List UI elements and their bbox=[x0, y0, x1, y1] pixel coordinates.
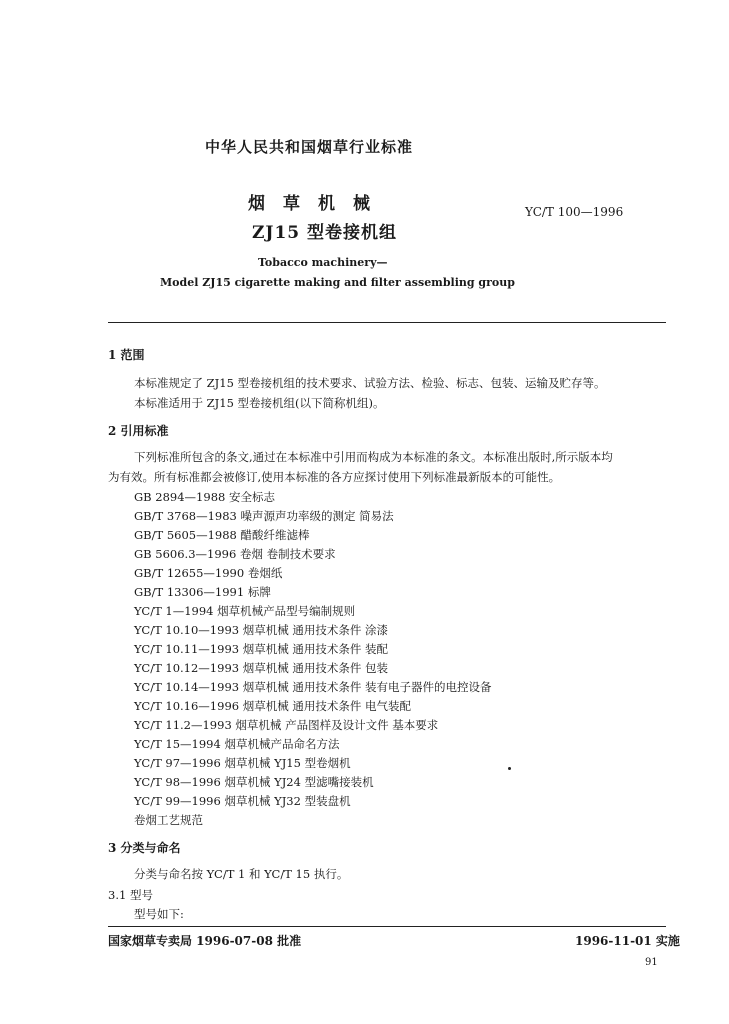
section-3-1-paragraph-1: 型号如下: bbox=[134, 907, 184, 921]
footer-divider bbox=[108, 926, 666, 927]
section-2-heading: 2 引用标准 bbox=[108, 424, 169, 438]
section-1-paragraph-1: 本标准规定了 ZJ15 型卷接机组的技术要求、试验方法、检验、标志、包装、运输及贮存等。 bbox=[134, 376, 606, 390]
section-2-paragraph-line-2: 为有效。所有标准都会被修订,使用本标准的各方应探讨使用下列标准最新版本的可能性。 bbox=[108, 470, 561, 484]
reference-item: YC/T 10.10—1993 烟草机械 通用技术条件 涂漆 bbox=[134, 623, 389, 637]
reference-item: YC/T 10.16—1996 烟草机械 通用技术条件 电气装配 bbox=[134, 699, 412, 713]
reference-item: YC/T 11.2—1993 烟草机械 产品图样及设计文件 基本要求 bbox=[134, 718, 439, 732]
reference-item: YC/T 97—1996 烟草机械 YJ15 型卷烟机 bbox=[134, 756, 351, 770]
standard-code: YC/T 100—1996 bbox=[525, 205, 624, 219]
reference-item: YC/T 98—1996 烟草机械 YJ24 型滤嘴接装机 bbox=[134, 775, 374, 789]
reference-item: GB/T 3768—1983 噪声源声功率级的测定 简易法 bbox=[134, 509, 394, 523]
title-chinese-line-1: 烟草机械 bbox=[248, 194, 388, 214]
title-english-line-1: Tobacco machinery— bbox=[258, 256, 388, 269]
approval-date: 国家烟草专卖局 1996-07-08 批准 bbox=[108, 934, 302, 948]
section-1-paragraph-2: 本标准适用于 ZJ15 型卷接机组(以下简称机组)。 bbox=[134, 396, 385, 410]
reference-item: GB 5606.3—1996 卷烟 卷制技术要求 bbox=[134, 547, 336, 561]
header-divider bbox=[108, 322, 666, 323]
reference-item: YC/T 10.11—1993 烟草机械 通用技术条件 装配 bbox=[134, 642, 389, 656]
reference-item: YC/T 10.12—1993 烟草机械 通用技术条件 包装 bbox=[134, 661, 389, 675]
section-3-paragraph-1: 分类与命名按 YC/T 1 和 YC/T 15 执行。 bbox=[134, 867, 349, 881]
title-chinese-line-2: ZJ15 型卷接机组 bbox=[252, 223, 398, 243]
reference-item: YC/T 15—1994 烟草机械产品命名方法 bbox=[134, 737, 340, 751]
scan-speck bbox=[508, 767, 511, 770]
issuing-organization: 中华人民共和国烟草行业标准 bbox=[205, 138, 414, 156]
page-number: 91 bbox=[645, 957, 658, 968]
reference-item: YC/T 10.14—1993 烟草机械 通用技术条件 装有电子器件的电控设备 bbox=[134, 680, 492, 694]
section-3-heading: 3 分类与命名 bbox=[108, 841, 181, 855]
section-3-1-heading: 3.1 型号 bbox=[108, 888, 153, 902]
reference-item: GB/T 5605—1988 醋酸纤维滤棒 bbox=[134, 528, 310, 542]
reference-item: YC/T 1—1994 烟草机械产品型号编制规则 bbox=[134, 604, 356, 618]
reference-item: GB 2894—1988 安全标志 bbox=[134, 490, 275, 504]
section-1-heading: 1 范围 bbox=[108, 348, 145, 362]
reference-item: GB/T 12655—1990 卷烟纸 bbox=[134, 566, 283, 580]
title-english-line-2: Model ZJ15 cigarette making and filter assembling group bbox=[160, 276, 515, 289]
reference-item: GB/T 13306—1991 标牌 bbox=[134, 585, 271, 599]
section-2-paragraph-line-1: 下列标准所包含的条文,通过在本标准中引用而构成为本标准的条文。本标准出版时,所示版本均 bbox=[134, 450, 613, 464]
reference-item: 卷烟工艺规范 bbox=[134, 813, 203, 827]
reference-item: YC/T 99—1996 烟草机械 YJ32 型装盘机 bbox=[134, 794, 351, 808]
implementation-date: 1996-11-01 实施 bbox=[575, 934, 680, 948]
